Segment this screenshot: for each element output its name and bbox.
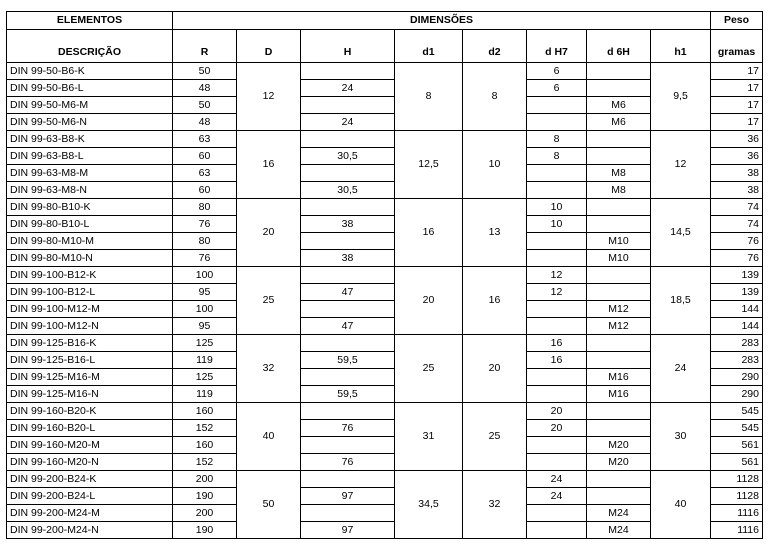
cell-h: 59,5 [301,352,395,369]
cell-d-6h [587,199,651,216]
cell-peso: 74 [711,216,763,233]
cell-d-h7 [527,522,587,539]
cell-r: 48 [173,80,237,97]
table-row [7,97,763,114]
cell-descricao: DIN 99-100-M12-M [7,301,173,318]
cell-peso: 290 [711,369,763,386]
cell-h [301,267,395,284]
cell-d2: 8 [463,63,527,131]
table-row [7,318,763,335]
cell-r: 119 [173,352,237,369]
cell-descricao: DIN 99-160-B20-K [7,403,173,420]
cell-r: 152 [173,420,237,437]
table-row [7,114,763,131]
table-row [7,522,763,539]
cell-d2: 16 [463,267,527,335]
table-row [7,182,763,199]
header-d1: d1 [395,30,463,63]
table-row [7,165,763,182]
cell-d-6h [587,420,651,437]
cell-descricao: DIN 99-200-M24-N [7,522,173,539]
cell-d-h7: 20 [527,403,587,420]
cell-h [301,471,395,488]
cell-d: 16 [237,131,301,199]
table-row [7,386,763,403]
cell-peso: 76 [711,250,763,267]
cell-d-h7: 10 [527,199,587,216]
cell-descricao: DIN 99-63-M8-N [7,182,173,199]
cell-d2: 25 [463,403,527,471]
header-d: D [237,30,301,63]
cell-d-h7 [527,318,587,335]
cell-r: 152 [173,454,237,471]
cell-h [301,437,395,454]
cell-h: 24 [301,114,395,131]
cell-descricao: DIN 99-100-B12-L [7,284,173,301]
cell-h: 38 [301,250,395,267]
cell-peso: 1116 [711,505,763,522]
cell-r: 63 [173,131,237,148]
header-row-columns [7,30,763,63]
cell-d1: 20 [395,267,463,335]
table-body [7,63,763,539]
cell-r: 80 [173,199,237,216]
cell-d1: 8 [395,63,463,131]
cell-d-6h [587,403,651,420]
cell-d-h7: 20 [527,420,587,437]
table-row [7,301,763,318]
cell-descricao: DIN 99-160-B20-L [7,420,173,437]
cell-r: 200 [173,471,237,488]
cell-descricao: DIN 99-200-B24-K [7,471,173,488]
cell-descricao: DIN 99-50-M6-M [7,97,173,114]
cell-d-6h [587,131,651,148]
cell-d-h7 [527,454,587,471]
cell-descricao: DIN 99-200-M24-M [7,505,173,522]
cell-h: 24 [301,80,395,97]
table-row [7,369,763,386]
cell-d: 12 [237,63,301,131]
cell-d-h7 [527,301,587,318]
cell-h [301,335,395,352]
cell-h [301,165,395,182]
cell-h [301,369,395,386]
cell-r: 190 [173,522,237,539]
table-row [7,199,763,216]
cell-r: 95 [173,284,237,301]
cell-r: 50 [173,63,237,80]
cell-d-6h: M6 [587,114,651,131]
cell-h: 76 [301,454,395,471]
cell-r: 160 [173,437,237,454]
cell-h [301,63,395,80]
cell-peso: 1128 [711,471,763,488]
cell-r: 76 [173,216,237,233]
cell-r: 63 [173,165,237,182]
cell-d-6h: M16 [587,369,651,386]
cell-d-h7 [527,182,587,199]
cell-d-6h [587,335,651,352]
cell-peso: 17 [711,63,763,80]
cell-d-6h [587,216,651,233]
header-d-h7: d H7 [527,30,587,63]
header-elementos: ELEMENTOS [7,12,173,30]
cell-descricao: DIN 99-125-M16-N [7,386,173,403]
cell-d-6h [587,352,651,369]
cell-d: 20 [237,199,301,267]
cell-r: 95 [173,318,237,335]
cell-d-h7 [527,437,587,454]
cell-r: 60 [173,148,237,165]
cell-r: 125 [173,335,237,352]
cell-h: 59,5 [301,386,395,403]
cell-r: 76 [173,250,237,267]
cell-descricao: DIN 99-50-B6-L [7,80,173,97]
cell-d-h7: 6 [527,80,587,97]
cell-r: 50 [173,97,237,114]
cell-d1: 12,5 [395,131,463,199]
cell-descricao: DIN 99-125-B16-L [7,352,173,369]
cell-peso: 17 [711,80,763,97]
cell-r: 190 [173,488,237,505]
cell-d-h7 [527,114,587,131]
cell-h: 47 [301,284,395,301]
cell-d2: 13 [463,199,527,267]
table-row [7,216,763,233]
table-row [7,284,763,301]
cell-h: 47 [301,318,395,335]
cell-descricao: DIN 99-63-B8-K [7,131,173,148]
cell-descricao: DIN 99-160-M20-M [7,437,173,454]
table-row [7,454,763,471]
cell-h [301,97,395,114]
cell-descricao: DIN 99-63-M8-M [7,165,173,182]
cell-d1: 16 [395,199,463,267]
table-row [7,250,763,267]
cell-d-h7: 8 [527,148,587,165]
cell-descricao: DIN 99-80-B10-L [7,216,173,233]
table-row [7,437,763,454]
cell-d-h7: 12 [527,284,587,301]
header-peso: Peso [711,12,763,30]
cell-d-h7 [527,97,587,114]
cell-d-6h: M10 [587,250,651,267]
cell-d-6h [587,471,651,488]
header-d2: d2 [463,30,527,63]
table-row [7,148,763,165]
cell-h [301,505,395,522]
header-h: H [301,30,395,63]
cell-peso: 283 [711,352,763,369]
cell-d-h7 [527,250,587,267]
cell-h [301,233,395,250]
cell-d-h7 [527,505,587,522]
cell-h [301,403,395,420]
cell-r: 48 [173,114,237,131]
cell-h1: 12 [651,131,711,199]
cell-d-6h: M12 [587,301,651,318]
cell-peso: 17 [711,114,763,131]
header-h1: h1 [651,30,711,63]
cell-descricao: DIN 99-100-M12-N [7,318,173,335]
cell-descricao: DIN 99-200-B24-L [7,488,173,505]
table-row [7,420,763,437]
cell-d-h7: 24 [527,488,587,505]
table-row [7,233,763,250]
table-row [7,403,763,420]
cell-peso: 74 [711,199,763,216]
cell-descricao: DIN 99-160-M20-N [7,454,173,471]
cell-peso: 290 [711,386,763,403]
cell-descricao: DIN 99-50-B6-K [7,63,173,80]
cell-peso: 283 [711,335,763,352]
table-row [7,63,763,80]
cell-d2: 10 [463,131,527,199]
cell-d2: 32 [463,471,527,539]
table-row [7,267,763,284]
cell-r: 119 [173,386,237,403]
cell-descricao: DIN 99-80-M10-M [7,233,173,250]
cell-d: 25 [237,267,301,335]
cell-d-6h: M16 [587,386,651,403]
cell-d-h7 [527,165,587,182]
cell-descricao: DIN 99-80-M10-N [7,250,173,267]
cell-h: 97 [301,522,395,539]
cell-h [301,199,395,216]
cell-descricao: DIN 99-100-B12-K [7,267,173,284]
cell-d-6h: M10 [587,233,651,250]
cell-peso: 17 [711,97,763,114]
table-row [7,471,763,488]
cell-peso: 1116 [711,522,763,539]
cell-d-h7: 6 [527,63,587,80]
cell-d-6h: M12 [587,318,651,335]
cell-r: 160 [173,403,237,420]
cell-r: 100 [173,267,237,284]
cell-h: 30,5 [301,182,395,199]
cell-peso: 144 [711,318,763,335]
cell-d-h7 [527,233,587,250]
cell-peso: 139 [711,267,763,284]
cell-d-6h: M24 [587,505,651,522]
cell-peso: 545 [711,420,763,437]
cell-h: 38 [301,216,395,233]
cell-d-6h: M24 [587,522,651,539]
cell-d-6h [587,80,651,97]
cell-h1: 30 [651,403,711,471]
cell-peso: 144 [711,301,763,318]
cell-h: 30,5 [301,148,395,165]
cell-descricao: DIN 99-125-B16-K [7,335,173,352]
cell-h1: 9,5 [651,63,711,131]
header-d-6h: d 6H [587,30,651,63]
cell-r: 200 [173,505,237,522]
cell-d-6h: M8 [587,165,651,182]
cell-d1: 34,5 [395,471,463,539]
header-gramas: gramas [711,30,763,63]
table-row [7,505,763,522]
cell-d-h7: 16 [527,352,587,369]
cell-r: 80 [173,233,237,250]
cell-d2: 20 [463,335,527,403]
header-descricao: DESCRIÇÃO [7,30,173,63]
cell-d: 32 [237,335,301,403]
table-row [7,335,763,352]
table-row [7,80,763,97]
cell-peso: 561 [711,454,763,471]
cell-descricao: DIN 99-80-B10-K [7,199,173,216]
cell-d-h7: 10 [527,216,587,233]
cell-d-h7: 12 [527,267,587,284]
cell-r: 60 [173,182,237,199]
cell-d-6h: M20 [587,454,651,471]
cell-h: 76 [301,420,395,437]
table-row [7,488,763,505]
cell-d-6h: M20 [587,437,651,454]
cell-peso: 545 [711,403,763,420]
cell-peso: 561 [711,437,763,454]
cell-d: 40 [237,403,301,471]
cell-d-6h: M8 [587,182,651,199]
dimensions-table [6,11,763,539]
table-row [7,352,763,369]
cell-h [301,131,395,148]
cell-h1: 40 [651,471,711,539]
cell-r: 125 [173,369,237,386]
cell-d-h7 [527,386,587,403]
cell-h [301,301,395,318]
cell-peso: 38 [711,165,763,182]
cell-d-h7: 16 [527,335,587,352]
header-row-top [7,12,763,30]
header-dimensoes: DIMENSÕES [173,12,711,30]
cell-h1: 14,5 [651,199,711,267]
cell-d-h7 [527,369,587,386]
cell-d-6h [587,488,651,505]
cell-peso: 139 [711,284,763,301]
cell-h: 97 [301,488,395,505]
cell-peso: 38 [711,182,763,199]
cell-d-6h [587,148,651,165]
cell-d: 50 [237,471,301,539]
cell-d-6h [587,284,651,301]
cell-h1: 18,5 [651,267,711,335]
cell-d-h7: 24 [527,471,587,488]
cell-r: 100 [173,301,237,318]
cell-descricao: DIN 99-125-M16-M [7,369,173,386]
header-r: R [173,30,237,63]
cell-peso: 36 [711,131,763,148]
cell-d-h7: 8 [527,131,587,148]
cell-d-6h: M6 [587,97,651,114]
cell-d1: 31 [395,403,463,471]
cell-peso: 1128 [711,488,763,505]
table-row [7,131,763,148]
cell-peso: 76 [711,233,763,250]
cell-d-6h [587,63,651,80]
cell-d1: 25 [395,335,463,403]
cell-descricao: DIN 99-63-B8-L [7,148,173,165]
cell-d-6h [587,267,651,284]
cell-descricao: DIN 99-50-M6-N [7,114,173,131]
cell-h1: 24 [651,335,711,403]
cell-peso: 36 [711,148,763,165]
